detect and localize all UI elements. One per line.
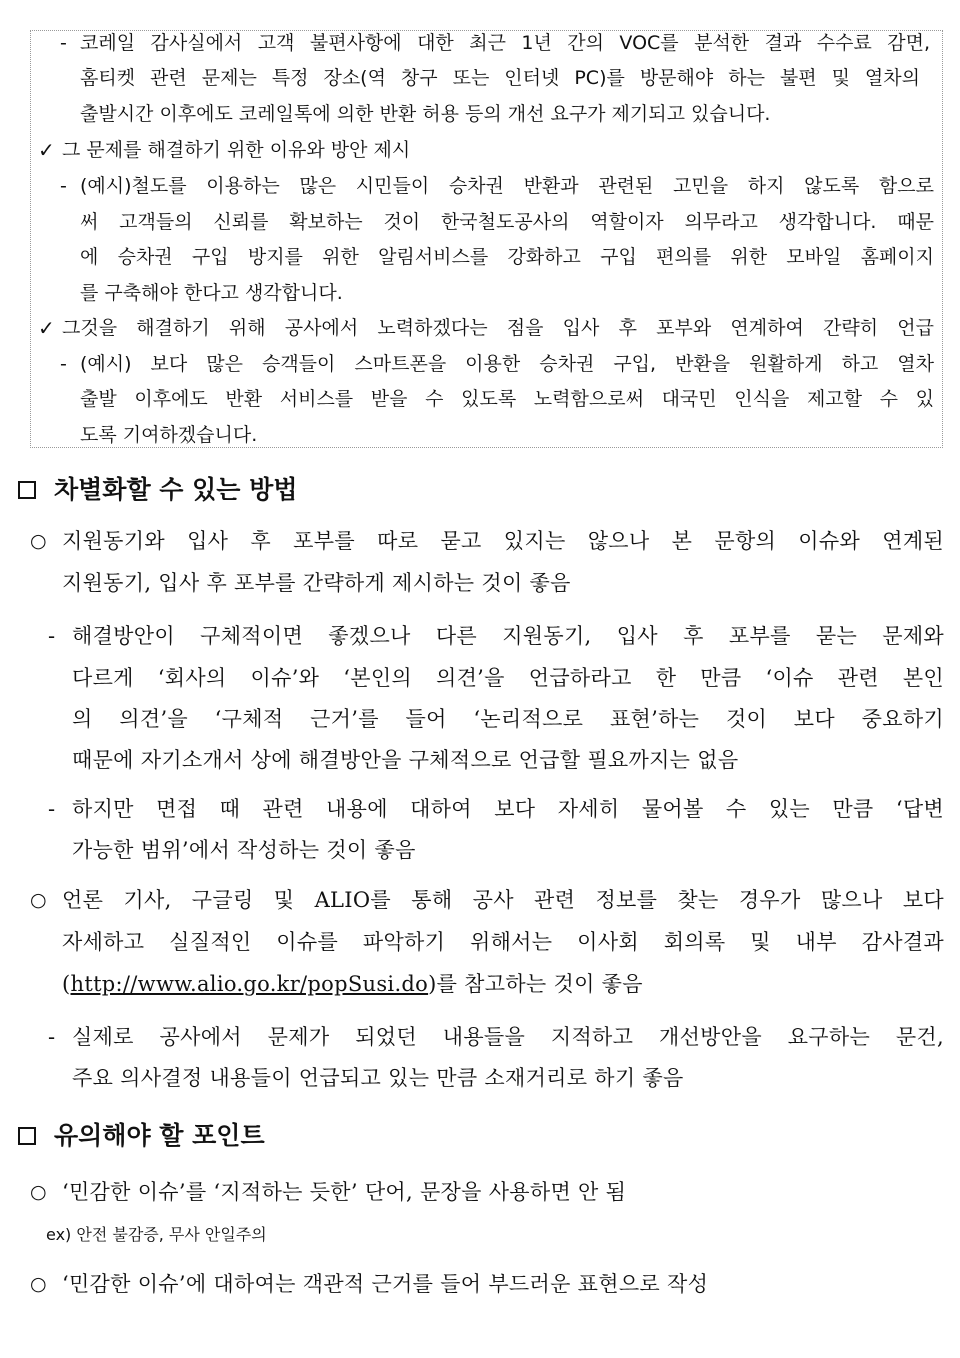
circle-bullet-icon: ○: [30, 1181, 47, 1203]
dash-bullet: -: [60, 175, 67, 197]
section-square-icon: [18, 1127, 36, 1145]
alio-link[interactable]: http://www.alio.go.kr/popSusi.do: [70, 972, 429, 996]
box-text-line: 써 고객들의 신뢰를 확보하는 것이 한국철도공사의 역할이자 의무라고 생각합니다. 때문: [80, 211, 934, 233]
paragraph-line: 때문에 자기소개서 상에 해결방안을 구체적으로 언급할 필요까지는 없음: [72, 748, 739, 772]
box-check-heading: 그것을 해결하기 위해 공사에서 노력하겠다는 점을 입사 후 포부와 연계하여 간략히 언급: [62, 317, 934, 339]
dash-bullet: -: [48, 624, 56, 648]
box-text-line: 도록 기여하겠습니다.: [80, 424, 258, 446]
dash-bullet: -: [60, 32, 67, 54]
paragraph-line: 의 의견’을 ‘구체적 근거’를 들어 ‘논리적으로 표현’하는 것이 보다 중요하기: [72, 707, 944, 731]
section-heading: 차별화할 수 있는 방법: [54, 475, 298, 504]
paragraph-line: 지원동기, 입사 후 포부를 간략하게 제시하는 것이 좋음: [62, 571, 571, 595]
circle-bullet-icon: ○: [30, 1273, 47, 1295]
circle-bullet-icon: ○: [30, 530, 47, 552]
check-mark-icon: ✓: [38, 138, 55, 162]
paragraph-line: 주요 의사결정 내용들이 언급되고 있는 만큼 소재거리로 하기 좋음: [72, 1066, 684, 1090]
example-box: [30, 30, 943, 448]
paren-open: (: [62, 972, 71, 996]
paragraph-text: )를 참고하는 것이 좋음: [428, 972, 643, 996]
dash-bullet: -: [48, 797, 56, 821]
paragraph-line: 다르게 ‘회사의 이슈’와 ‘본인의 의견’을 언급하라고 한 만큼 ‘이슈 관련 본인: [72, 666, 944, 690]
box-text-line: 를 구축해야 한다고 생각합니다.: [80, 282, 343, 304]
box-text-line: 출발시간 이후에도 코레일톡에 의한 반환 허용 등의 개선 요구가 제기되고 있습니다.: [80, 103, 771, 125]
paragraph-line: 해결방안이 구체적이면 좋겠으나 다른 지원동기, 입사 후 포부를 묻는 문제와: [72, 624, 944, 648]
box-text-line: 에 승차권 구입 방지를 위한 알림서비스를 강화하고 구입 편의를 위한 모바일 홈페이지: [80, 246, 934, 268]
paragraph-line: 하지만 면접 때 관련 내용에 대하여 보다 자세히 물어볼 수 있는 만큼 ‘답변: [72, 797, 944, 821]
paragraph-line: 지원동기와 입사 후 포부를 따로 묻고 있지는 않으나 본 문항의 이슈와 연계된: [62, 529, 944, 553]
dash-bullet: -: [48, 1025, 56, 1049]
paragraph-line: 언론 기사, 구글링 및 ALIO를 통해 공사 관련 정보를 찾는 경우가 많으나 보다: [62, 888, 944, 912]
box-text-line: 홈티켓 관련 문제는 특정 장소(역 창구 또는 인터넷 PC)를 방문해야 하는 불편 및 열차의: [80, 67, 920, 89]
paragraph-line: 실제로 공사에서 문제가 되었던 내용들을 지적하고 개선방안을 요구하는 문건,: [72, 1025, 944, 1049]
box-text-line: 코레일 감사실에서 고객 불편사항에 대한 최근 1년 간의 VOC를 분석한 결과 수수료 감면,: [80, 32, 930, 54]
circle-bullet-icon: ○: [30, 889, 47, 911]
example-note: ex) 안전 불감증, 무사 안일주의: [46, 1225, 267, 1244]
section-heading: 유의해야 할 포인트: [54, 1121, 265, 1150]
paragraph-line: [62, 970, 944, 998]
dash-bullet: -: [60, 353, 67, 375]
paragraph-line: ‘민감한 이슈’에 대하여는 객관적 근거를 들어 부드러운 표현으로 작성: [62, 1272, 709, 1296]
paragraph-line: ‘민감한 이슈’를 ‘지적하는 듯한’ 단어, 문장을 사용하면 안 됨: [62, 1180, 627, 1204]
check-mark-icon: ✓: [38, 316, 55, 340]
paragraph-line: 자세하고 실질적인 이슈를 파악하기 위해서는 이사회 회의록 및 내부 감사결과: [62, 930, 944, 954]
box-text-line: (예시) 보다 많은 승객들이 스마트폰을 이용한 승차권 구입, 반환을 원활하게 하고 열차: [80, 353, 934, 375]
paragraph-line: 가능한 범위’에서 작성하는 것이 좋음: [72, 838, 416, 862]
box-check-heading: 그 문제를 해결하기 위한 이유와 방안 제시: [62, 139, 411, 161]
box-text-line: (예시)철도를 이용하는 많은 시민들이 승차권 반환과 관련된 고민을 하지 않도록 함으로: [80, 175, 934, 197]
section-square-icon: [18, 481, 36, 499]
box-text-line: 출발 이후에도 반환 서비스를 받을 수 있도록 노력함으로써 대국민 인식을 제고할 수 있: [80, 388, 934, 410]
